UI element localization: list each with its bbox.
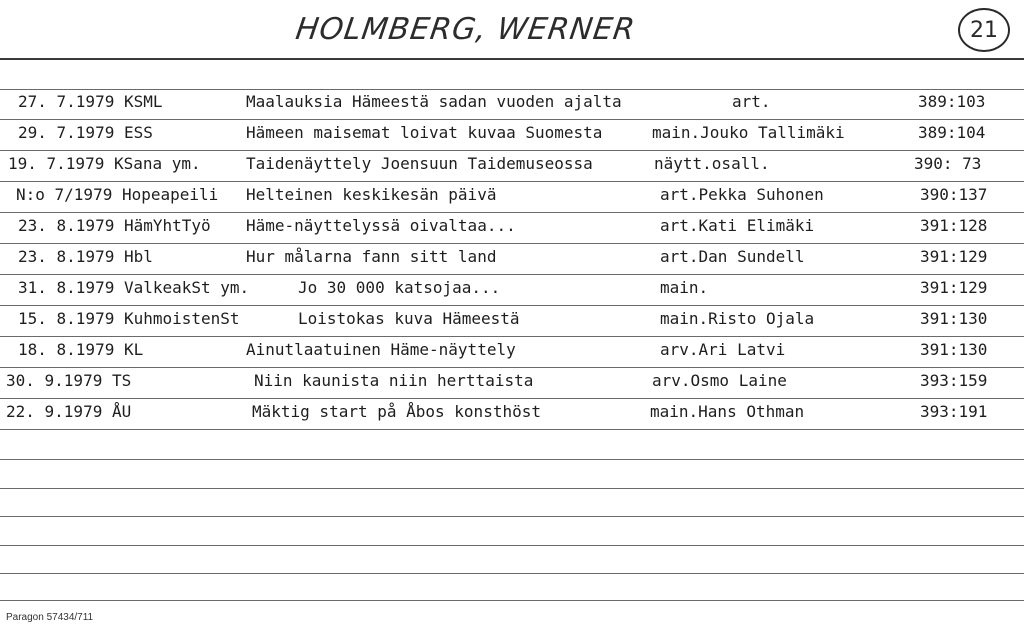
ruled-line: [0, 305, 1024, 306]
entry-type-author: art.Dan Sundell: [660, 247, 805, 266]
entry-reference: 390:137: [920, 185, 988, 204]
ruled-line: [0, 488, 1024, 489]
entry-reference: 393:191: [920, 402, 988, 421]
entry-row: [0, 338, 1024, 366]
entry-date-source: 15. 8.1979 KuhmoistenSt: [18, 309, 240, 328]
entry-title: Hämeen maisemat loivat kuvaa Suomesta: [246, 123, 603, 142]
entry-row: [0, 245, 1024, 273]
entry-row: [0, 369, 1024, 397]
entry-title: Maalauksia Hämeestä sadan vuoden ajalta: [246, 92, 622, 111]
entry-reference: 389:104: [918, 123, 986, 142]
entry-type-author: art.Pekka Suhonen: [660, 185, 824, 204]
entry-reference: 391:130: [920, 340, 988, 359]
entry-row: [0, 307, 1024, 335]
entry-title: Loistokas kuva Hämeestä: [298, 309, 520, 328]
entry-reference: 391:129: [920, 278, 988, 297]
entry-reference: 389:103: [918, 92, 986, 111]
card-number-circle: 21: [958, 8, 1010, 52]
entry-date-source: N:o 7/1979 Hopeapeili: [16, 185, 219, 204]
entry-title: Helteinen keskikesän päivä: [246, 185, 497, 204]
entry-date-source: 27. 7.1979 KSML: [18, 92, 163, 111]
entry-date-source: 29. 7.1979 ESS: [18, 123, 153, 142]
entry-type-author: arv.Osmo Laine: [652, 371, 787, 390]
ruled-line: [0, 367, 1024, 368]
card-heading-name: HOLMBERG, WERNER: [293, 12, 638, 47]
ruled-line: [0, 600, 1024, 601]
entry-reference: 393:159: [920, 371, 988, 390]
entry-title: Taidenäyttely Joensuun Taidemuseossa: [246, 154, 593, 173]
entry-title: Hur målarna fann sitt land: [246, 247, 497, 266]
entry-row: [0, 121, 1024, 149]
entry-type-author: arv.Ari Latvi: [660, 340, 786, 359]
ruled-line: [0, 429, 1024, 430]
entry-date-source: 31. 8.1979 ValkeakSt ym.: [18, 278, 250, 297]
entry-row: [0, 214, 1024, 242]
printer-mark: Paragon 57434/711: [6, 612, 94, 623]
entry-row: [0, 400, 1024, 428]
entry-title: Jo 30 000 katsojaa...: [298, 278, 501, 297]
entry-reference: 391:129: [920, 247, 988, 266]
entry-row: [0, 90, 1024, 118]
ruled-line: [0, 181, 1024, 182]
entry-type-author: näytt.osall.: [654, 154, 770, 173]
ruled-line: [0, 459, 1024, 460]
entry-reference: 391:130: [920, 309, 988, 328]
entry-title: Mäktig start på Åbos konsthöst: [252, 402, 541, 421]
ruled-line: [0, 212, 1024, 213]
ruled-line: [0, 150, 1024, 151]
entry-date-source: 23. 8.1979 HämYhtTyö: [18, 216, 211, 235]
ruled-line: [0, 119, 1024, 120]
ruled-line: [0, 545, 1024, 546]
ruled-line: [0, 243, 1024, 244]
entry-date-source: 22. 9.1979 ÅU: [6, 402, 132, 421]
entry-row: [0, 183, 1024, 211]
entry-date-source: 18. 8.1979 KL: [18, 340, 144, 359]
entry-reference: 390: 73: [914, 154, 982, 173]
entry-title: Ainutlaatuinen Häme-näyttely: [246, 340, 516, 359]
ruled-line: [0, 516, 1024, 517]
entry-reference: 391:128: [920, 216, 988, 235]
entry-type-author: main.: [660, 278, 709, 297]
ruled-line: [0, 398, 1024, 399]
ruled-line: [0, 336, 1024, 337]
entry-type-author: main.Risto Ojala: [660, 309, 815, 328]
entry-title: Häme-näyttelyssä oivaltaa...: [246, 216, 516, 235]
entry-row: [0, 276, 1024, 304]
ruled-line: [0, 274, 1024, 275]
entry-row: [0, 152, 1024, 180]
entry-type-author: art.: [732, 92, 771, 111]
ruled-line: [0, 573, 1024, 574]
entry-type-author: main.Jouko Tallimäki: [652, 123, 845, 142]
entry-date-source: 19. 7.1979 KSana ym.: [8, 154, 201, 173]
entry-date-source: 30. 9.1979 TS: [6, 371, 132, 390]
entry-type-author: art.Kati Elimäki: [660, 216, 815, 235]
entry-date-source: 23. 8.1979 Hbl: [18, 247, 153, 266]
entry-title: Niin kaunista niin herttaista: [254, 371, 534, 390]
entry-type-author: main.Hans Othman: [650, 402, 805, 421]
header-rule: [0, 58, 1024, 60]
